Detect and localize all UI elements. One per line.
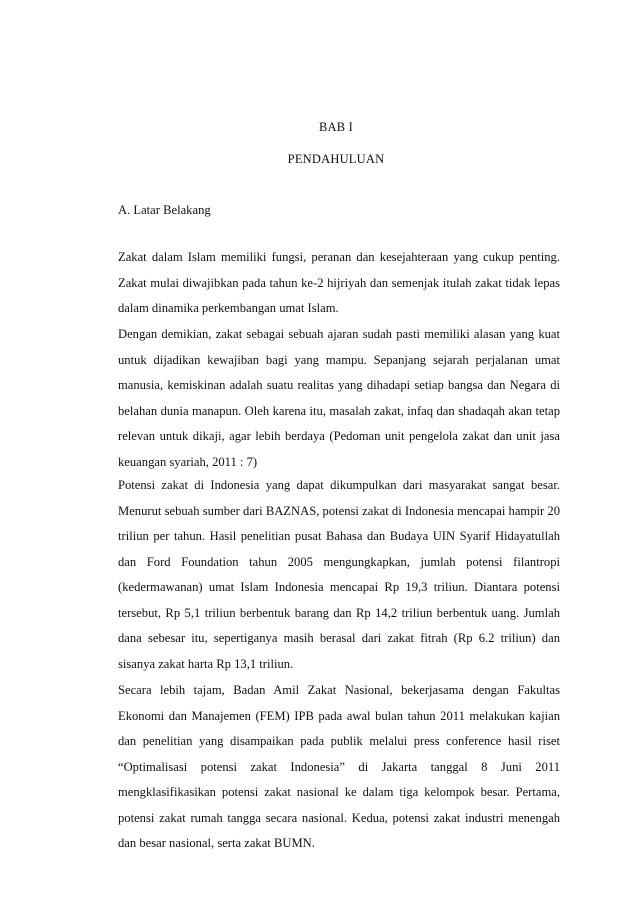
chapter-title: PENDAHULUAN bbox=[287, 152, 385, 166]
paragraph-1: Zakat dalam Islam memiliki fungsi, peranan dan kesejahteraan yang cukup penting. Zakat mulai diwajibkan pada tahun ke-2 hijriyah dan semenjak itulah zakat tidak lepas dalam dinamika perkembangan umat Islam. bbox=[118, 250, 560, 315]
paragraph-4: Secara lebih tajam, Badan Amil Zakat Nasional, bekerjasama dengan Fakultas Ekonomi dan Manajemen (FEM) IPB pada awal bulan tahun 2011 melakukan kajian dan penelitian yang disampaikan pada publik melalui press conference hasil riset “Optimalisasi potensi zakat Indonesia” di Jakarta tanggal 8 Juni 2011 mengklasifikasikan potensi zakat nasional ke dalam tiga kelompok besar. Pertama, potensi zakat rumah tangga secara nasional. Kedua, potensi zakat industri menengah dan besar nasional, serta zakat BUMN. bbox=[118, 683, 560, 850]
chapter-label: BAB I bbox=[319, 120, 353, 134]
section-heading: A. Latar Belakang bbox=[118, 203, 211, 217]
paragraph-2: Dengan demikian, zakat sebagai sebuah ajaran sudah pasti memiliki alasan yang kuat untuk dijadikan kewajiban bagi yang mampu. Sepanjang sejarah perjalanan umat manusia, kemiskinan adalah suatu realitas yang dihadapi setiap bangsa dan Negara di belahan dunia manapun. Oleh karena itu, masalah zakat, infaq dan shadaqah akan tetap relevan untuk dikaji, agar lebih berdaya (Pedoman unit pengelola zakat dan unit jasa keuangan syariah, 2011 : 7) bbox=[118, 327, 560, 469]
paragraph-3: Potensi zakat di Indonesia yang dapat dikumpulkan dari masyarakat sangat besar. Menurut sebuah sumber dari BAZNAS, potensi zakat di Indonesia mencapai hampir 20 triliun per tahun. Hasil penelitian pusat Bahasa dan Budaya UIN Syarif Hidayatullah dan Ford Foundation tahun 2005 mengungkapkan, jumlah potensi filantropi (kedermawanan) umat Islam Indonesia mencapai Rp 19,3 triliun. Diantara potensi tersebut, Rp 5,1 triliun berbentuk barang dan Rp 14,2 triliun berbentuk uang. Jumlah dana sebesar itu, sepertiganya masih berasal dari zakat fitrah (Rp 6.2 triliun) dan sisanya zakat harta Rp 13,1 triliun. bbox=[118, 478, 560, 671]
